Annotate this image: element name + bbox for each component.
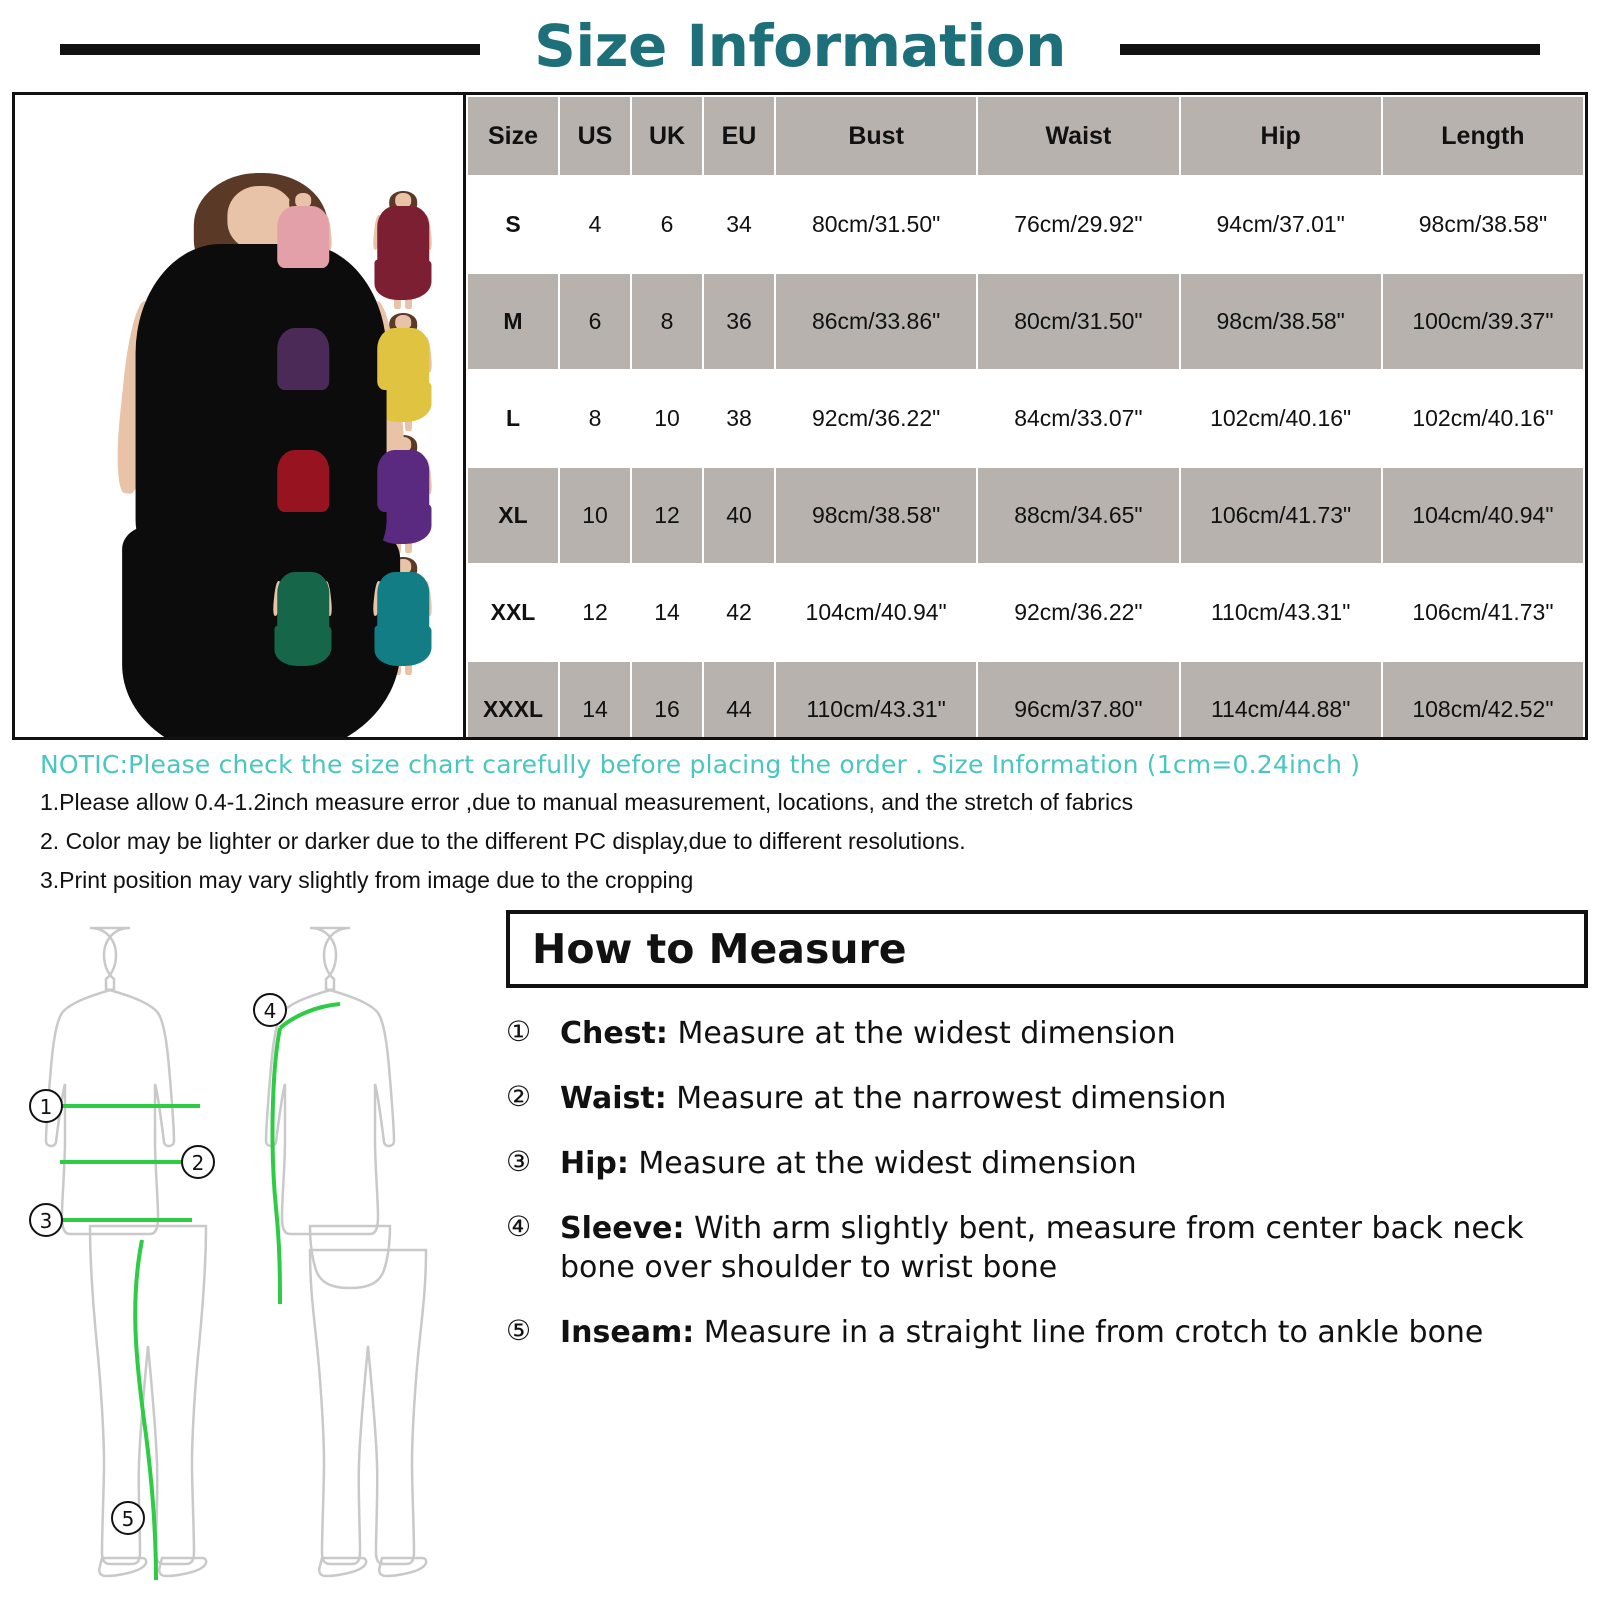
measure-item-text: Inseam: Measure in a straight line from crotch to ankle bone <box>560 1315 1484 1350</box>
size-chart-header-eu: EU <box>703 96 775 176</box>
size-value-cell: 84cm/33.07" <box>977 370 1179 467</box>
table-row <box>467 661 1584 737</box>
size-chart-table-wrapper <box>466 95 1585 737</box>
title-rule-left <box>60 44 480 55</box>
size-label-cell: XXL <box>467 564 559 661</box>
size-value-cell: 98cm/38.58" <box>1180 273 1382 370</box>
size-value-cell: 92cm/36.22" <box>775 370 977 467</box>
notices-block <box>40 750 1588 894</box>
size-value-cell: 4 <box>559 176 631 273</box>
size-value-cell: 104cm/40.94" <box>775 564 977 661</box>
measure-item-number: ① <box>506 1015 532 1048</box>
dress-bodice <box>377 328 429 389</box>
figure-marker-5 <box>112 1502 144 1534</box>
size-information-panel <box>12 92 1588 740</box>
notice-main: NOTIC:Please check the size chart carefully before placing the order . Size Information (1cm=0.24inch ) <box>40 750 1361 779</box>
dress-bodice <box>377 206 429 267</box>
measure-item-number: ⑤ <box>506 1314 532 1347</box>
measure-item <box>506 1209 1588 1287</box>
measure-item-number: ③ <box>506 1145 532 1178</box>
figure-marker-3 <box>30 1204 62 1236</box>
dress-bodice <box>377 450 429 511</box>
svg-text:5: 5 <box>121 1507 135 1531</box>
notice-line-1: 1.Please allow 0.4-1.2inch measure error ,due to manual measurement, locations, and the stretch of fabrics <box>40 789 1134 815</box>
dress-bodice <box>277 328 329 389</box>
svg-text:4: 4 <box>263 999 277 1023</box>
body-figures-svg <box>12 910 492 1600</box>
table-row <box>467 273 1584 370</box>
page-title-bar <box>0 0 1600 92</box>
measure-item-label: Hip: <box>560 1146 629 1181</box>
size-value-cell: 8 <box>631 273 703 370</box>
measure-item <box>506 1144 1588 1183</box>
measure-lines <box>60 1004 340 1580</box>
size-value-cell: 106cm/41.73" <box>1180 467 1382 564</box>
table-row <box>467 370 1584 467</box>
size-value-cell: 14 <box>559 661 631 737</box>
size-value-cell: 110cm/43.31" <box>775 661 977 737</box>
svg-text:2: 2 <box>191 1151 205 1175</box>
size-value-cell: 38 <box>703 370 775 467</box>
table-row <box>467 467 1584 564</box>
size-value-cell: 10 <box>631 370 703 467</box>
how-to-measure-text <box>492 910 1588 1600</box>
size-value-cell: 12 <box>559 564 631 661</box>
size-value-cell: 42 <box>703 564 775 661</box>
size-chart-header-us: US <box>559 96 631 176</box>
size-chart-header-bust: Bust <box>775 96 977 176</box>
size-value-cell: 104cm/40.94" <box>1382 467 1584 564</box>
size-value-cell: 34 <box>703 176 775 273</box>
measure-item-label: Chest: <box>560 1016 668 1051</box>
page-title: Size Information <box>520 17 1080 75</box>
size-value-cell: 36 <box>703 273 775 370</box>
measure-item-text: Chest: Measure at the widest dimension <box>560 1016 1176 1051</box>
size-value-cell: 40 <box>703 467 775 564</box>
size-value-cell: 12 <box>631 467 703 564</box>
size-value-cell: 6 <box>631 176 703 273</box>
size-value-cell: 80cm/31.50" <box>775 176 977 273</box>
figure-marker-4 <box>254 994 286 1026</box>
size-value-cell: 10 <box>559 467 631 564</box>
size-chart-header-size: Size <box>467 96 559 176</box>
size-value-cell: 8 <box>559 370 631 467</box>
size-value-cell: 98cm/38.58" <box>1382 176 1584 273</box>
measure-item-text: Sleeve: With arm slightly bent, measure from center back neck bone over shoulder to wrist bone <box>560 1211 1524 1285</box>
size-value-cell: 102cm/40.16" <box>1382 370 1584 467</box>
size-value-cell: 106cm/41.73" <box>1382 564 1584 661</box>
measure-item <box>506 1014 1588 1053</box>
size-value-cell: 108cm/42.52" <box>1382 661 1584 737</box>
measure-item-text: Waist: Measure at the narrowest dimension <box>560 1081 1227 1116</box>
title-rule-right <box>1120 44 1540 55</box>
size-chart-header-length: Length <box>1382 96 1584 176</box>
size-value-cell: 80cm/31.50" <box>977 273 1179 370</box>
measure-item-number: ② <box>506 1080 532 1113</box>
how-to-measure-panel <box>12 910 1588 1600</box>
size-chart-header-hip: Hip <box>1180 96 1382 176</box>
size-chart-body <box>467 176 1584 737</box>
measure-item-label: Waist: <box>560 1081 667 1116</box>
size-value-cell: 76cm/29.92" <box>977 176 1179 273</box>
size-value-cell: 14 <box>631 564 703 661</box>
size-value-cell: 102cm/40.16" <box>1180 370 1382 467</box>
table-row <box>467 176 1584 273</box>
measurement-diagram <box>12 910 492 1600</box>
size-value-cell: 94cm/37.01" <box>1180 176 1382 273</box>
measure-item-label: Inseam: <box>560 1315 695 1350</box>
figure-marker-2 <box>182 1146 214 1178</box>
table-row <box>467 564 1584 661</box>
size-value-cell: 92cm/36.22" <box>977 564 1179 661</box>
notice-line-2: 2. Color may be lighter or darker due to the different PC display,due to different resolutions. <box>40 828 966 854</box>
size-value-cell: 100cm/39.37" <box>1382 273 1584 370</box>
size-chart-table <box>466 95 1585 737</box>
dress-bodice <box>277 572 329 633</box>
measure-item-number: ④ <box>506 1210 532 1243</box>
size-chart-head <box>467 96 1584 176</box>
size-label-cell: L <box>467 370 559 467</box>
size-chart-header-row <box>467 96 1584 176</box>
dress-bodice <box>136 244 387 565</box>
size-label-cell: XXXL <box>467 661 559 737</box>
size-label-cell: XL <box>467 467 559 564</box>
size-value-cell: 88cm/34.65" <box>977 467 1179 564</box>
size-value-cell: 6 <box>559 273 631 370</box>
notice-line-3: 3.Print position may vary slightly from image due to the cropping <box>40 867 694 893</box>
size-value-cell: 16 <box>631 661 703 737</box>
dress-bodice <box>377 572 429 633</box>
size-value-cell: 86cm/33.86" <box>775 273 977 370</box>
size-value-cell: 96cm/37.80" <box>977 661 1179 737</box>
dress-bodice <box>277 206 329 267</box>
size-value-cell: 110cm/43.31" <box>1180 564 1382 661</box>
svg-text:1: 1 <box>39 1095 53 1119</box>
size-value-cell: 98cm/38.58" <box>775 467 977 564</box>
size-chart-header-waist: Waist <box>977 96 1179 176</box>
measure-item <box>506 1079 1588 1118</box>
product-image-gallery <box>15 95 466 737</box>
measure-item <box>506 1313 1588 1352</box>
how-to-measure-list <box>506 1014 1588 1352</box>
measure-item-text: Hip: Measure at the widest dimension <box>560 1146 1137 1181</box>
dress-bodice <box>277 450 329 511</box>
measure-item-label: Sleeve: <box>560 1211 685 1246</box>
svg-text:3: 3 <box>39 1209 53 1233</box>
figure-marker-1 <box>30 1090 62 1122</box>
size-value-cell: 114cm/44.88" <box>1180 661 1382 737</box>
size-label-cell: M <box>467 273 559 370</box>
how-to-measure-title: How to Measure <box>532 925 907 973</box>
size-chart-header-uk: UK <box>631 96 703 176</box>
size-label-cell: S <box>467 176 559 273</box>
size-value-cell: 44 <box>703 661 775 737</box>
how-to-measure-title-box <box>506 910 1588 988</box>
